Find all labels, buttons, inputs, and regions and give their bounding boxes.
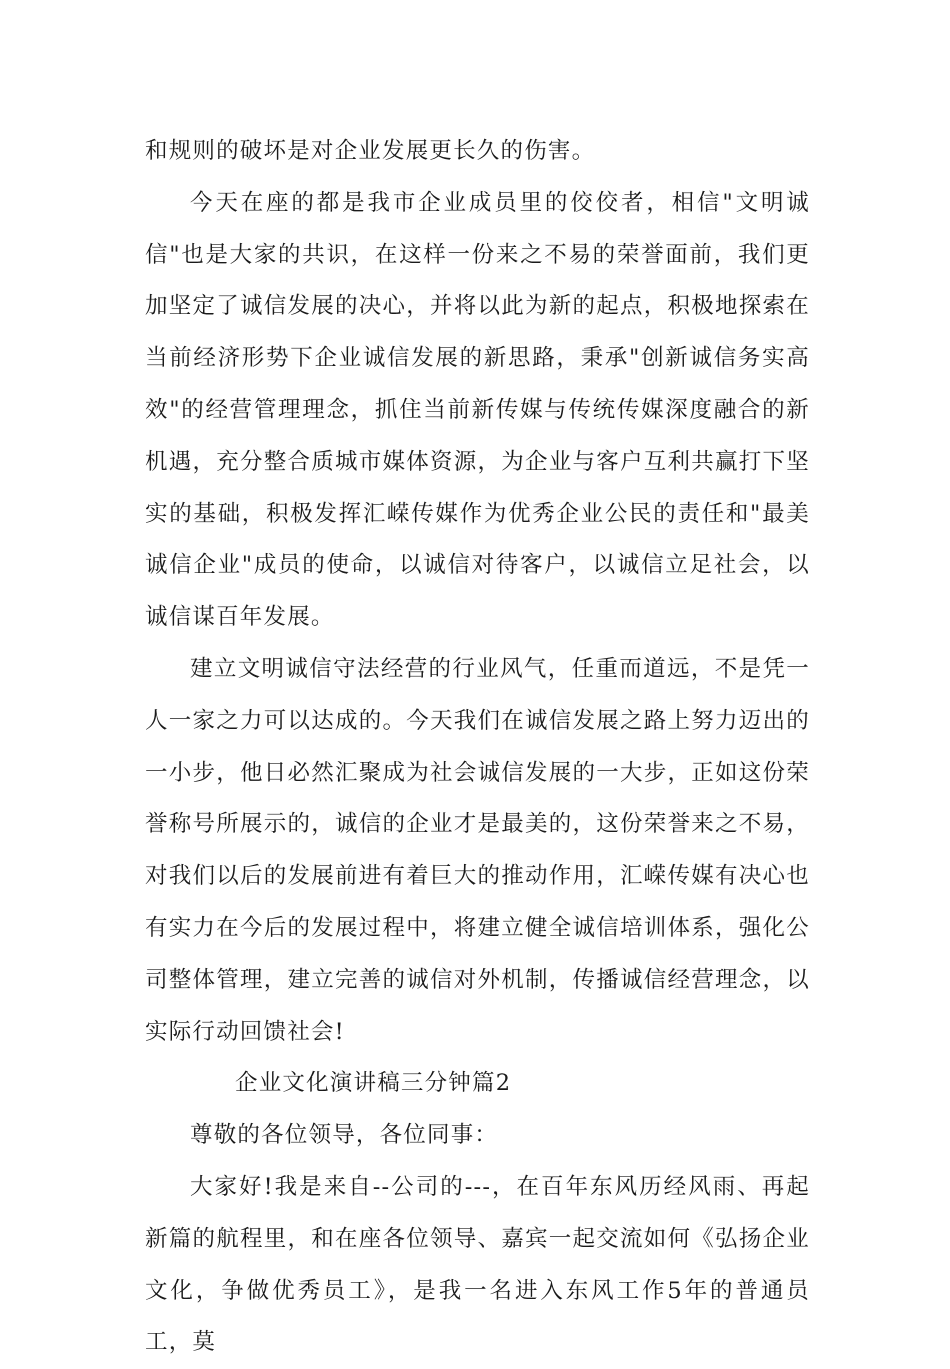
section-heading: 企业文化演讲稿三分钟篇2 — [235, 1070, 512, 1097]
paragraph-integrity-consensus: 今天在座的都是我市企业成员里的佼佼者，相信"文明诚信"也是大家的共识，在这样一份来之不易的荣誉面前，我们更加坚定了诚信发展的决心，并将以此为新的起点，积极地探索在当前经济形势下企业诚信发展的新思路，秉承"创新诚信务实高效"的经营管理理念，抓住当前新传媒与传统传媒深度融合的新机遇，充分整合质城市媒体资源，为企业与客户互利共赢打下坚实的基础，积极发挥汇嵘传媒作为优秀企业公民的责任和"最美诚信企业"成员的使命，以诚信对待客户，以诚信立足社会，以诚信谋百年发展。 — [145, 189, 810, 631]
salutation: 尊敬的各位领导，各位同事： — [190, 1122, 499, 1149]
document-body — [145, 126, 810, 1369]
paragraph-continuation: 和规则的破坏是对企业发展更长久的伤害。 — [145, 138, 596, 164]
paragraph-greeting: 大家好!我是来自--公司的---，在百年东风历经风雨、再起新篇的航程里，和在座各位领导、嘉宾一起交流如何《弘扬企业文化，争做优秀员工》，是我一名进入东风工作5年的普通员工，莫 — [145, 1173, 810, 1356]
paragraph-industry-ethos: 建立文明诚信守法经营的行业风气，任重而道远，不是凭一人一家之力可以达成的。今天我们在诚信发展之路上努力迈出的一小步，他日必然汇聚成为社会诚信发展的一大步，正如这份荣誉称号所展示的，诚信的企业才是最美的，这份荣誉来之不易，对我们以后的发展前进有着巨大的推动作用，汇嵘传媒有决心也有实力在今后的发展过程中，将建立健全诚信培训体系，强化公司整体管理，建立完善的诚信对外机制，传播诚信经营理念，以实际行动回馈社会! — [145, 655, 810, 1045]
